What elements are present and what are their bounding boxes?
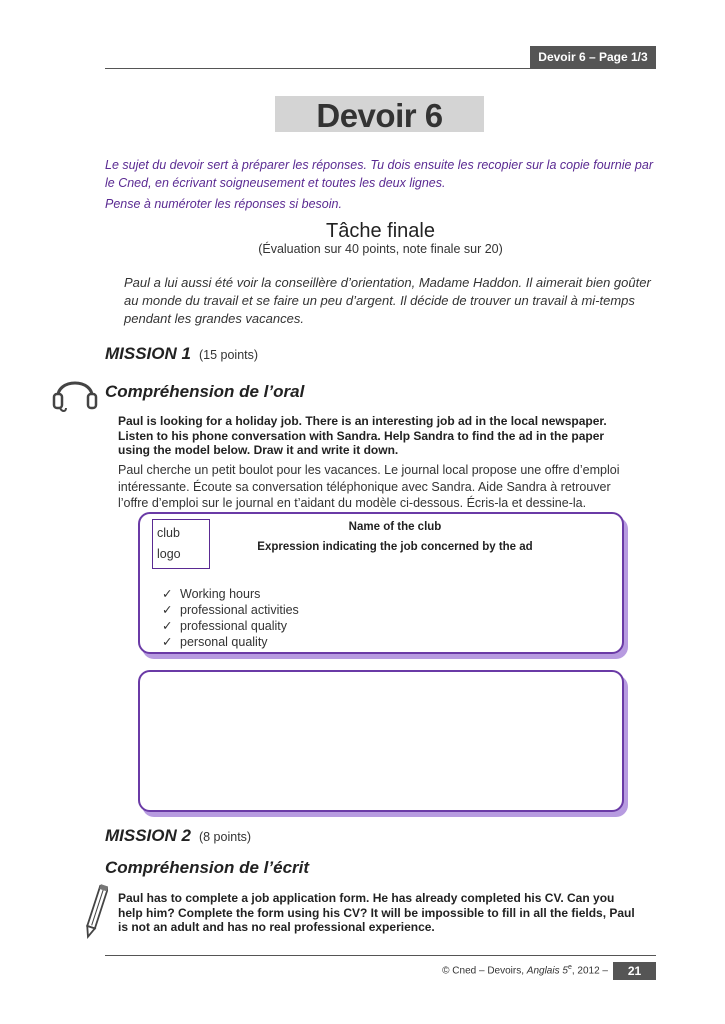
story-text: [124, 274, 654, 328]
pencil-icon: [84, 882, 108, 942]
mission-1-heading: [105, 344, 258, 364]
footer-credit: © Cned – Devoirs, Anglais 5e, 2012 –: [442, 964, 608, 977]
headphones-icon: [50, 364, 100, 414]
mission-2-en-line-2: help him? Complete the form using his CV? It will be impossible to fill in all the fields, Paul: [118, 905, 635, 920]
story-line-2: au monde du travail et se faire un peu d’argent. Il décide de trouver un travail à mi-temps: [124, 293, 635, 308]
page-tag: Devoir 6 – Page 1/3: [530, 46, 656, 68]
mission-2-heading: [105, 826, 251, 846]
tache-subtitle: (Évaluation sur 40 points, note finale sur 20): [258, 242, 503, 256]
mission-1-instructions-en: [118, 414, 658, 458]
mission-1-en-line-1: Paul is looking for a holiday job. There is an interesting job ad in the local newspaper.: [118, 414, 607, 428]
check-item: ✓ professional activities: [162, 603, 299, 617]
mission-2-section: Compréhension de l’écrit: [105, 858, 310, 877]
header-rule: [105, 68, 656, 69]
mission-2-label: MISSION 2: [105, 826, 191, 845]
page-title: Devoir 6: [316, 97, 443, 134]
story-line-1: Paul a lui aussi été voir la conseillère d’orientation, Madame Haddon. Il aimerait bien goûter: [124, 275, 651, 290]
intro-line-3: Pense à numéroter les réponses si besoin.: [105, 197, 342, 211]
mission-1-en-line-3: using the model below. Draw it and write it down.: [118, 443, 399, 457]
mission-1-label: MISSION 1: [105, 344, 191, 363]
mission-1-fr-line-3: l’offre d’emploi sur le journal en t’aidant du modèle ci-dessous. Écris-la et dessine-la.: [118, 496, 587, 510]
mission-1-en-line-2: Listen to his phone conversation with Sandra. Help Sandra to find the ad in the paper: [118, 428, 605, 443]
story-line-3: pendant les grandes vacances.: [124, 311, 304, 326]
mission-1-fr-line-1: Paul cherche un petit boulot pour les vacances. Le journal local propose une offre d’emploi: [118, 463, 620, 477]
footer-rule: [105, 955, 656, 956]
check-item: ✓ Working hours: [162, 587, 261, 601]
check-icon: ✓: [162, 619, 173, 633]
mission-1-fr-line-2: intéressante. Écoute sa conversation téléphonique avec Sandra. Aide Sandra à retrouver: [118, 479, 611, 494]
intro-line-2: le Cned, en écrivant soigneusement et toutes les deux lignes.: [105, 176, 446, 190]
check-item: ✓ professional quality: [162, 619, 288, 633]
logo-label-club: club: [157, 526, 180, 540]
mission-1-points: (15 points): [198, 348, 259, 362]
check-icon: ✓: [162, 603, 173, 617]
tache-title: Tâche finale: [326, 220, 435, 242]
mission-1-instructions-fr: [118, 462, 658, 512]
mission-2-instructions-en: [118, 891, 658, 935]
copyright-symbol: ©: [442, 965, 450, 977]
logo-label-logo: logo: [157, 547, 181, 561]
club-name-line: Name of the club: [348, 521, 442, 533]
mission-2-points: (8 points): [198, 830, 252, 844]
intro-line-1: Le sujet du devoir sert à préparer les réponses. Tu dois ensuite les recopier sur la copie fournie par: [105, 158, 653, 172]
mission-1-section: Compréhension de l’oral: [105, 382, 305, 401]
check-icon: ✓: [162, 635, 173, 649]
answer-area-card[interactable]: [138, 670, 624, 812]
check-item: ✓ personal quality: [162, 635, 268, 649]
check-icon: ✓: [162, 587, 173, 601]
mission-2-en-line-1: Paul has to complete a job application form. He has already completed his CV. Can you: [118, 891, 615, 905]
mission-2-en-line-3: is not an adult and has no real professional experience.: [118, 920, 435, 934]
job-expression-line: Expression indicating the job concerned by the ad: [257, 541, 533, 553]
page-number: 21: [613, 962, 656, 980]
